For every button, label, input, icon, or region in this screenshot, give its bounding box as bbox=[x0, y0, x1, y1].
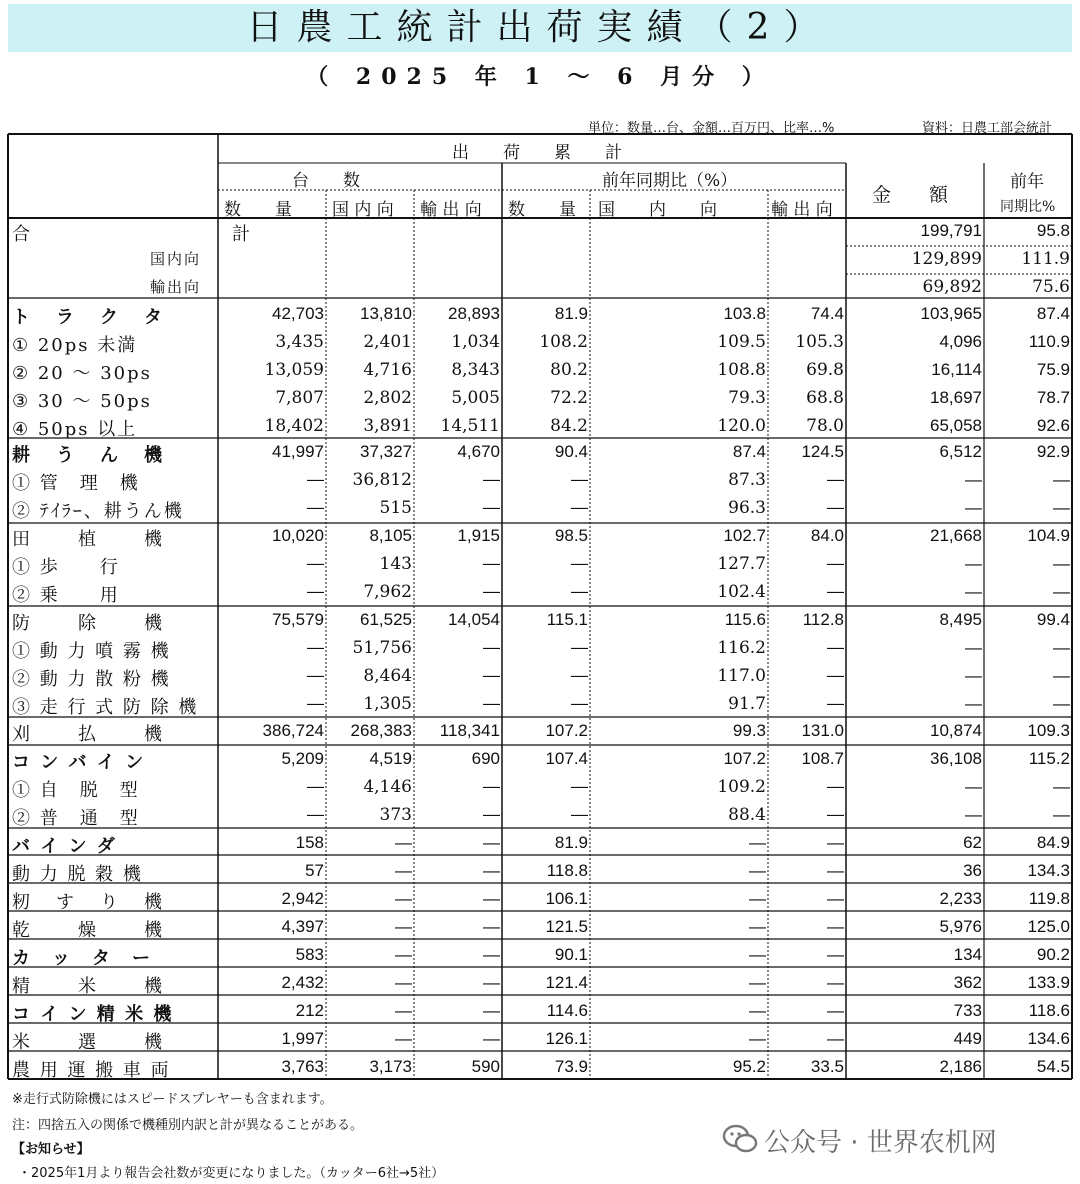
table-cell: 87.3 bbox=[728, 470, 766, 490]
row-label: 田 植 機 bbox=[12, 529, 166, 550]
table-cell: ― bbox=[483, 973, 500, 992]
table-cell: 87.4 bbox=[1036, 304, 1070, 323]
table-cell: 2,401 bbox=[363, 332, 412, 352]
table-cell: ― bbox=[483, 833, 500, 852]
table-cell: ― bbox=[395, 833, 412, 852]
table-cell: 373 bbox=[379, 805, 412, 825]
table-cell: 5,005 bbox=[451, 388, 500, 408]
table-cell: ― bbox=[1053, 777, 1070, 796]
table-cell: 3,891 bbox=[363, 416, 412, 436]
table-cell: 115.1 bbox=[546, 610, 588, 629]
table-cell: ― bbox=[965, 666, 982, 685]
table-cell: 143 bbox=[379, 554, 412, 574]
table-cell: 134 bbox=[953, 945, 982, 964]
row-label: 乾 燥 機 bbox=[12, 920, 166, 941]
table-cell: 108.2 bbox=[539, 332, 588, 352]
table-cell: 158 bbox=[295, 833, 324, 852]
table-cell: 103,965 bbox=[920, 304, 982, 323]
watermark-text: 公众号 · 世界农机网 bbox=[764, 1128, 997, 1158]
table-cell: ― bbox=[483, 1001, 500, 1020]
table-cell: ― bbox=[571, 554, 588, 574]
table-cell: ― bbox=[827, 498, 844, 518]
table-cell: 2,942 bbox=[281, 889, 324, 908]
table-cell: ― bbox=[307, 498, 324, 518]
table-cell: 75,579 bbox=[272, 610, 324, 629]
table-cell: 121.4 bbox=[545, 973, 588, 992]
table-cell: ― bbox=[571, 638, 588, 658]
table-cell: 3,763 bbox=[281, 1057, 324, 1076]
row-label: 防 除 機 bbox=[12, 613, 166, 634]
table-cell: 5,209 bbox=[281, 749, 324, 768]
table-cell: 99.3 bbox=[732, 721, 766, 740]
row-label: ③ 走 行 式 防 除 機 bbox=[12, 697, 199, 718]
table-cell: ― bbox=[483, 554, 500, 574]
table-cell: ― bbox=[827, 917, 844, 936]
table-cell: 84.9 bbox=[1036, 833, 1070, 852]
table-cell: ― bbox=[571, 805, 588, 825]
table-cell: 54.5 bbox=[1036, 1057, 1070, 1076]
table-cell: ― bbox=[571, 777, 588, 797]
row-label: 合 計 bbox=[12, 224, 254, 245]
table-cell: 75.9 bbox=[1036, 360, 1070, 379]
table-cell: 103.8 bbox=[723, 304, 766, 323]
table-cell: 4,146 bbox=[363, 777, 412, 797]
table-cell: 36,108 bbox=[930, 749, 982, 768]
table-cell: ― bbox=[483, 470, 500, 490]
table-cell: ― bbox=[483, 638, 500, 658]
table-cell: 92.9 bbox=[1036, 442, 1070, 461]
table-cell: 2,802 bbox=[363, 388, 412, 408]
table-cell: 134.3 bbox=[1027, 861, 1070, 880]
table-cell: 51,756 bbox=[352, 638, 412, 658]
header-amount: 金 額 bbox=[872, 184, 949, 206]
table-cell: 10,874 bbox=[930, 721, 982, 740]
table-cell: 129,899 bbox=[911, 249, 982, 269]
table-cell: 62 bbox=[963, 833, 982, 852]
row-label: 米 選 機 bbox=[12, 1032, 166, 1053]
table-cell: 102.4 bbox=[717, 582, 766, 602]
table-cell: ― bbox=[827, 833, 844, 852]
table-cell: ― bbox=[483, 1029, 500, 1048]
table-cell: 3,173 bbox=[369, 1057, 412, 1076]
table-cell: 109.5 bbox=[717, 332, 766, 352]
table-cell: ― bbox=[307, 805, 324, 825]
table-cell: 107.2 bbox=[545, 721, 588, 740]
table-cell: ― bbox=[1053, 582, 1070, 601]
table-cell: 13,059 bbox=[264, 360, 324, 380]
table-cell: ― bbox=[827, 554, 844, 574]
table-cell: 99.4 bbox=[1036, 610, 1070, 629]
table-cell: 449 bbox=[953, 1029, 982, 1048]
table-cell: 4,096 bbox=[939, 332, 982, 351]
header-domestic2: 国 内 向 bbox=[598, 200, 717, 220]
table-cell: 7,807 bbox=[275, 388, 324, 408]
table-cell: ― bbox=[395, 1029, 412, 1048]
table-cell: 6,512 bbox=[939, 442, 982, 461]
table-cell: 87.4 bbox=[732, 442, 766, 461]
table-cell: 102.7 bbox=[723, 526, 766, 545]
row-label: カ ッ タ ー bbox=[12, 948, 152, 969]
table-cell: 28,893 bbox=[448, 304, 500, 323]
table-cell: ― bbox=[749, 917, 766, 936]
table-cell: 2,233 bbox=[939, 889, 982, 908]
table-cell: ― bbox=[483, 861, 500, 880]
row-label: ② 20 ～ 30ps bbox=[12, 363, 152, 384]
table-cell: 268,383 bbox=[350, 721, 412, 740]
table-cell: ― bbox=[571, 470, 588, 490]
row-label: コ イ ン 精 米 機 bbox=[12, 1004, 174, 1025]
note-notice-body: ・2025年1月より報告会社数が変更になりました。（カッター6社→5社） bbox=[18, 1166, 445, 1181]
table-cell: ― bbox=[827, 973, 844, 992]
table-cell: ― bbox=[1053, 498, 1070, 517]
table-cell: 134.6 bbox=[1027, 1029, 1070, 1048]
table-cell: ― bbox=[307, 666, 324, 686]
table-cell: ― bbox=[827, 777, 844, 797]
table-cell: ― bbox=[827, 1001, 844, 1020]
table-cell: 91.7 bbox=[728, 694, 766, 714]
row-label: 刈 払 機 bbox=[12, 724, 166, 745]
table-cell: 733 bbox=[953, 1001, 982, 1020]
table-cell: 119.8 bbox=[1028, 889, 1070, 908]
table-cell: 2,186 bbox=[939, 1057, 982, 1076]
table-cell: 65,058 bbox=[930, 416, 982, 435]
table-cell: ― bbox=[395, 889, 412, 908]
table-cell: ― bbox=[1053, 638, 1070, 657]
table-cell: 36,812 bbox=[352, 470, 412, 490]
table-cell: ― bbox=[1053, 470, 1070, 489]
table-cell: 61,525 bbox=[360, 610, 412, 629]
table-cell: 362 bbox=[953, 973, 982, 992]
table-cell: ― bbox=[395, 973, 412, 992]
table-cell: ― bbox=[483, 805, 500, 825]
table-cell: 117.0 bbox=[717, 666, 766, 686]
table-cell: ― bbox=[827, 1029, 844, 1048]
table-cell: 107.2 bbox=[723, 749, 766, 768]
row-label: ① 動 力 噴 霧 機 bbox=[12, 641, 171, 662]
table-cell: ― bbox=[1053, 694, 1070, 713]
table-cell: ― bbox=[571, 694, 588, 714]
table-cell: ― bbox=[395, 861, 412, 880]
table-cell: 3,435 bbox=[275, 332, 324, 352]
row-label: ト ラ ク タ bbox=[12, 307, 166, 328]
wechat-icon bbox=[722, 1124, 758, 1154]
table-cell: 5,976 bbox=[939, 917, 982, 936]
table-cell: 121.5 bbox=[545, 917, 588, 936]
table-cell: 14,511 bbox=[440, 416, 500, 436]
table-cell: 1,997 bbox=[281, 1029, 324, 1048]
table-cell: 98.5 bbox=[554, 526, 588, 545]
table-cell: ― bbox=[395, 945, 412, 964]
table-cell: 1,034 bbox=[451, 332, 500, 352]
table-cell: ― bbox=[827, 805, 844, 825]
note-rounding: 注：四捨五入の関係で機種別内訳と計が異なることがある。 bbox=[12, 1118, 364, 1133]
header-export2: 輸 出 向 bbox=[771, 200, 833, 220]
page-title: 日農工統計出荷実績（2） bbox=[246, 7, 834, 48]
table-cell: ― bbox=[965, 638, 982, 657]
table-cell: 126.1 bbox=[545, 1029, 588, 1048]
header-export: 輸 出 向 bbox=[420, 200, 482, 220]
table-cell: ― bbox=[483, 582, 500, 602]
table-cell: 116.2 bbox=[717, 638, 766, 658]
table-cell: 199,791 bbox=[920, 221, 982, 240]
table-cell: ― bbox=[965, 805, 982, 824]
table-cell: 73.9 bbox=[554, 1057, 588, 1076]
table-cell: 111.9 bbox=[1021, 249, 1070, 269]
table-cell: 13,810 bbox=[360, 304, 412, 323]
table-cell: 8,464 bbox=[363, 666, 412, 686]
table-cell: ― bbox=[307, 582, 324, 602]
row-label: 籾 す り 機 bbox=[12, 892, 166, 913]
row-label: コ ン バ イ ン bbox=[12, 752, 146, 773]
row-label: ② 動 力 散 粉 機 bbox=[12, 669, 171, 690]
table-cell: 90.2 bbox=[1036, 945, 1070, 964]
table-cell: 212 bbox=[295, 1001, 324, 1020]
row-label: ③ 30 ～ 50ps bbox=[12, 391, 152, 412]
table-cell: 33.5 bbox=[810, 1057, 844, 1076]
header-prev-year-2: 同期比% bbox=[1000, 199, 1056, 215]
table-cell: 90.4 bbox=[554, 442, 588, 461]
table-cell: 81.9 bbox=[554, 833, 588, 852]
table-cell: ― bbox=[827, 945, 844, 964]
table-cell: 88.4 bbox=[728, 805, 766, 825]
table-cell: 690 bbox=[471, 749, 500, 768]
table-cell: ― bbox=[1053, 554, 1070, 573]
table-cell: ― bbox=[1053, 805, 1070, 824]
row-label: 輸出向 bbox=[150, 278, 202, 296]
table-cell: ― bbox=[827, 638, 844, 658]
header-quantity: 数 量 bbox=[224, 200, 292, 220]
table-cell: 90.1 bbox=[554, 945, 588, 964]
table-cell: 81.9 bbox=[554, 304, 588, 323]
table-cell: 118.6 bbox=[1028, 1001, 1070, 1020]
table-cell: 124.5 bbox=[801, 442, 844, 461]
table-cell: ― bbox=[749, 973, 766, 992]
table-cell: 95.2 bbox=[732, 1057, 766, 1076]
table-cell: 110.9 bbox=[1028, 332, 1070, 351]
table-cell: ― bbox=[1053, 666, 1070, 685]
table-cell: 386,724 bbox=[262, 721, 324, 740]
table-cell: ― bbox=[827, 582, 844, 602]
table-cell: 4,519 bbox=[369, 749, 412, 768]
header-quantity2: 数 量 bbox=[508, 200, 576, 220]
table-cell: 4,670 bbox=[457, 442, 500, 461]
table-cell: 112.8 bbox=[802, 610, 844, 629]
table-cell: 108.7 bbox=[801, 749, 844, 768]
table-cell: 109.2 bbox=[717, 777, 766, 797]
row-label: ① 20ps 未満 bbox=[12, 335, 138, 356]
table-cell: 14,054 bbox=[448, 610, 500, 629]
table-cell: ― bbox=[571, 582, 588, 602]
table-cell: ― bbox=[307, 694, 324, 714]
row-label: ② 乗 用 bbox=[12, 585, 120, 606]
table-cell: ― bbox=[965, 582, 982, 601]
table-cell: ― bbox=[965, 470, 982, 489]
table-cell: 104.9 bbox=[1027, 526, 1070, 545]
table-cell: ― bbox=[571, 666, 588, 686]
table-cell: 84.2 bbox=[550, 416, 588, 436]
header-yoy: 前年同期比（%） bbox=[602, 171, 738, 191]
table-cell: ― bbox=[483, 498, 500, 518]
row-label: ① 自 脱 型 bbox=[12, 780, 140, 801]
table-cell: 69,892 bbox=[922, 277, 982, 297]
row-label: ① 歩 行 bbox=[12, 557, 120, 578]
units-note: 単位：数量…台、金額…百万円、比率…% bbox=[588, 121, 835, 136]
note-notice-heading: 【お知らせ】 bbox=[12, 1142, 90, 1157]
table-cell: 10,020 bbox=[272, 526, 324, 545]
table-cell: 69.8 bbox=[806, 360, 844, 380]
table-cell: 118,341 bbox=[439, 721, 500, 740]
header-prev-year-1: 前年 bbox=[1010, 172, 1044, 192]
row-label: ② ﾃｲﾗｰ、耕うん機 bbox=[12, 501, 184, 522]
table-cell: ― bbox=[827, 470, 844, 490]
table-cell: ― bbox=[965, 554, 982, 573]
table-cell: 107.4 bbox=[545, 749, 588, 768]
table-cell: ― bbox=[307, 638, 324, 658]
table-cell: 133.9 bbox=[1027, 973, 1070, 992]
table-cell: 8,343 bbox=[451, 360, 500, 380]
header-shipment-cumulative: 出 荷 累 計 bbox=[452, 143, 622, 163]
table-cell: 1,305 bbox=[363, 694, 412, 714]
table-cell: 95.8 bbox=[1036, 221, 1070, 240]
table-cell: 8,495 bbox=[939, 610, 982, 629]
table-cell: 115.6 bbox=[724, 610, 766, 629]
note-speed-sprayer: ※走行式防除機にはスピードスプレヤーも含まれます。 bbox=[12, 1092, 333, 1107]
table-cell: 120.0 bbox=[717, 416, 766, 436]
table-cell: 108.8 bbox=[717, 360, 766, 380]
table-cell: 42,703 bbox=[272, 304, 324, 323]
table-cell: ― bbox=[483, 694, 500, 714]
table-cell: 131.0 bbox=[801, 721, 844, 740]
row-label: ④ 50ps 以上 bbox=[12, 419, 138, 440]
row-label: 動 力 脱 穀 機 bbox=[12, 864, 143, 885]
table-cell: 2,432 bbox=[281, 973, 324, 992]
table-cell: 590 bbox=[471, 1057, 500, 1076]
table-cell: 16,114 bbox=[931, 360, 982, 379]
table-cell: 84.0 bbox=[810, 526, 844, 545]
table-cell: 75.6 bbox=[1032, 277, 1070, 297]
table-cell: 92.6 bbox=[1036, 416, 1070, 435]
table-cell: 78.7 bbox=[1036, 388, 1070, 407]
table-cell: 106.1 bbox=[545, 889, 588, 908]
table-cell: ― bbox=[571, 498, 588, 518]
table-cell: ― bbox=[827, 666, 844, 686]
table-cell: ― bbox=[483, 777, 500, 797]
table-cell: ― bbox=[307, 554, 324, 574]
table-cell: ― bbox=[483, 666, 500, 686]
row-label: 国内向 bbox=[150, 250, 202, 268]
table-cell: 4,397 bbox=[281, 917, 324, 936]
table-cell: ― bbox=[483, 917, 500, 936]
table-cell: ― bbox=[749, 889, 766, 908]
table-cell: 114.6 bbox=[546, 1001, 588, 1020]
source-note: 資料：日農工部会統計 bbox=[922, 121, 1053, 136]
table-cell: 127.7 bbox=[717, 554, 766, 574]
row-label: 耕 う ん 機 bbox=[12, 445, 166, 466]
table-cell: ― bbox=[965, 694, 982, 713]
table-cell: ― bbox=[827, 889, 844, 908]
table-cell: 78.0 bbox=[806, 416, 844, 436]
table-cell: ― bbox=[749, 861, 766, 880]
table-cell: 41,997 bbox=[272, 442, 324, 461]
header-domestic: 国 内 向 bbox=[332, 200, 394, 220]
period-subtitle: （ 2025 年 1 ～ 6 月分 ） bbox=[306, 64, 774, 90]
row-label: バ イ ン ダ bbox=[12, 836, 117, 857]
table-cell: 80.2 bbox=[550, 360, 588, 380]
table-cell: ― bbox=[483, 945, 500, 964]
row-label: ① 管 理 機 bbox=[12, 473, 140, 494]
table-cell: 74.4 bbox=[810, 304, 844, 323]
table-cell: 72.2 bbox=[550, 388, 588, 408]
row-label: ② 普 通 型 bbox=[12, 808, 140, 829]
table-cell: ― bbox=[307, 777, 324, 797]
table-cell: ― bbox=[965, 498, 982, 517]
table-cell: 115.2 bbox=[1028, 749, 1070, 768]
table-cell: 109.3 bbox=[1027, 721, 1070, 740]
table-cell: 36 bbox=[963, 861, 982, 880]
table-cell: 79.3 bbox=[728, 388, 766, 408]
table-cell: 105.3 bbox=[795, 332, 844, 352]
table-cell: 7,962 bbox=[363, 582, 412, 602]
table-cell: 515 bbox=[379, 498, 412, 518]
table-cell: 125.0 bbox=[1027, 917, 1070, 936]
table-cell: 8,105 bbox=[369, 526, 412, 545]
table-cell: ― bbox=[749, 833, 766, 852]
table-cell: 21,668 bbox=[930, 526, 982, 545]
table-cell: 57 bbox=[305, 861, 324, 880]
table-cell: ― bbox=[483, 889, 500, 908]
table-cell: ― bbox=[395, 1001, 412, 1020]
table-cell: ― bbox=[827, 694, 844, 714]
table-cell: 68.8 bbox=[806, 388, 844, 408]
header-units: 台 数 bbox=[292, 171, 360, 191]
table-cell: 118.8 bbox=[546, 861, 588, 880]
table-cell: 18,697 bbox=[930, 388, 982, 407]
table-cell: 96.3 bbox=[728, 498, 766, 518]
table-cell: 37,327 bbox=[360, 442, 412, 461]
table-cell: ― bbox=[827, 861, 844, 880]
table-cell: ― bbox=[749, 1001, 766, 1020]
table-cell: ― bbox=[749, 945, 766, 964]
table-cell: 18,402 bbox=[264, 416, 324, 436]
table-cell: ― bbox=[965, 777, 982, 796]
row-label: 精 米 機 bbox=[12, 976, 166, 997]
table-cell: 1,915 bbox=[457, 526, 500, 545]
table-cell: 583 bbox=[295, 945, 324, 964]
table-cell: 4,716 bbox=[363, 360, 412, 380]
table-cell: ― bbox=[307, 470, 324, 490]
table-cell: ― bbox=[395, 917, 412, 936]
row-label: 農 用 運 搬 車 両 bbox=[12, 1060, 171, 1081]
table-cell: ― bbox=[749, 1029, 766, 1048]
